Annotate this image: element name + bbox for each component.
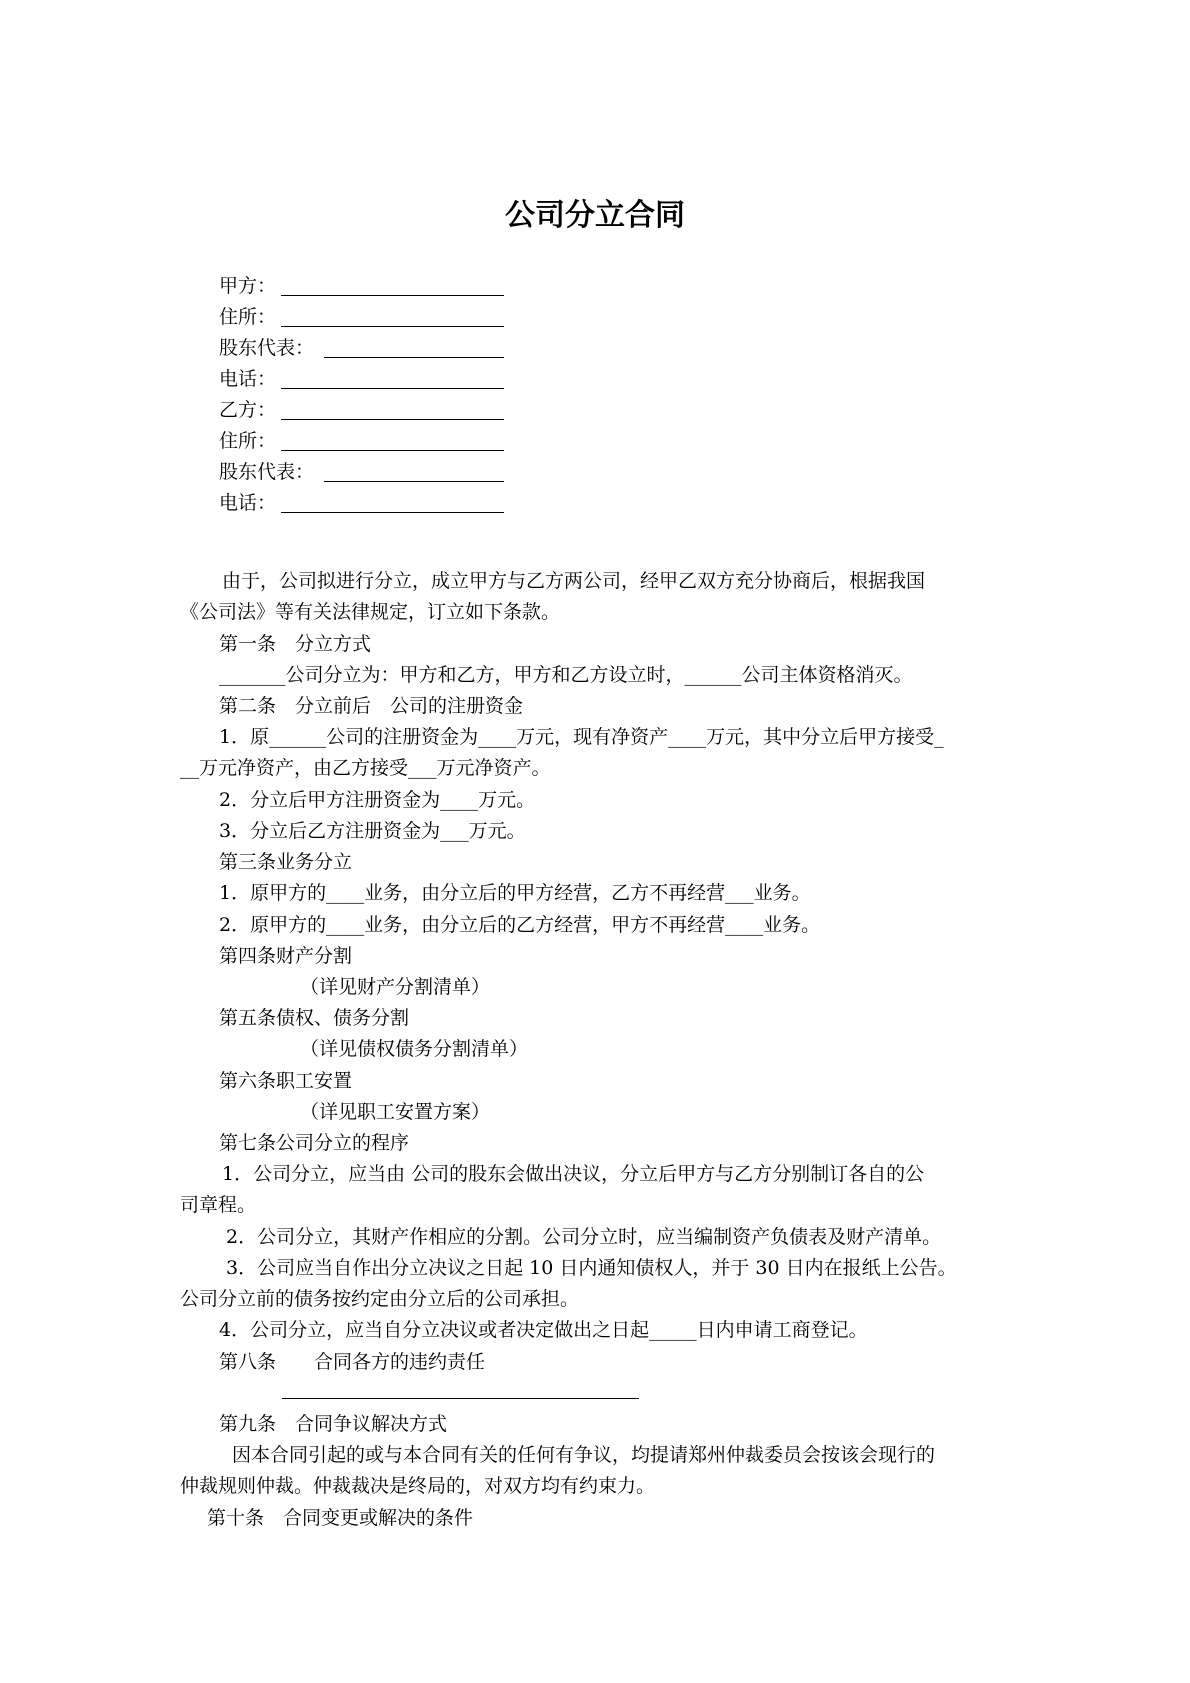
- article-7-item-3-line-1: 3．公司应当自作出分立决议之日起 10 日内通知债权人，并于 30 日内在报纸上公告。: [226, 1257, 957, 1279]
- article-7-item-1-line-2: 司章程。: [180, 1194, 257, 1216]
- article-7-heading: 第七条公司分立的程序: [219, 1132, 410, 1154]
- article-1-heading: 第一条 分立方式: [219, 633, 372, 655]
- article-9-heading: 第九条 合同争议解决方式: [219, 1413, 448, 1435]
- article-2-item-3: 3．分立后乙方注册资金为___万元。: [219, 820, 526, 842]
- article-10-heading: 第十条 合同变更或解决的条件: [207, 1507, 474, 1529]
- article-4-heading: 第四条财产分割: [219, 945, 353, 967]
- party-b-address-blank: [281, 450, 504, 451]
- party-a-address-blank: [281, 326, 504, 327]
- party-b-blank: [281, 419, 504, 420]
- article-8-blank: [282, 1398, 639, 1399]
- article-9-text-line-1: 因本合同引起的或与本合同有关的任何有争议，均提请郑州仲裁委员会按该会现行的: [232, 1444, 936, 1466]
- article-3-item-1: 1．原甲方的____业务，由分立后的甲方经营，乙方不再经营___业务。: [219, 882, 811, 904]
- article-3-item-2: 2．原甲方的____业务，由分立后的乙方经营，甲方不再经营____业务。: [219, 914, 821, 936]
- article-3-heading: 第三条业务分立: [219, 851, 353, 873]
- article-6-note: （详见职工安置方案）: [300, 1101, 491, 1123]
- party-a-rep-blank: [324, 357, 504, 358]
- preamble-line-2: 《公司法》等有关法律规定，订立如下条款。: [180, 601, 561, 623]
- party-a-blank: [281, 295, 504, 296]
- article-7-item-4: 4．公司分立，应当自分立决议或者决定做出之日起_____日内申请工商登记。: [219, 1319, 868, 1341]
- article-7-item-3-line-2: 公司分立前的债务按约定由分立后的公司承担。: [180, 1288, 580, 1310]
- party-b-rep-label: 股东代表：: [219, 461, 315, 483]
- article-6-heading: 第六条职工安置: [219, 1070, 353, 1092]
- article-5-heading: 第五条债权、债务分割: [219, 1007, 410, 1029]
- article-8-heading: 第八条 合同各方的违约责任: [219, 1351, 486, 1373]
- party-b-phone-blank: [281, 512, 504, 513]
- article-7-item-2: 2．公司分立，其财产作相应的分割。公司分立时，应当编制资产负债表及财产清单。: [226, 1226, 942, 1248]
- party-b-label: 乙方：: [219, 399, 277, 421]
- article-4-note: （详见财产分割清单）: [300, 976, 491, 998]
- party-b-rep-blank: [324, 481, 504, 482]
- article-2-item-1-line-1: 1．原______公司的注册资金为____万元，现有净资产____万元，其中分立后甲方接受_: [219, 726, 944, 748]
- party-b-address-label: 住所：: [219, 430, 277, 452]
- party-a-rep-label: 股东代表：: [219, 337, 315, 359]
- party-a-phone-label: 电话：: [219, 368, 277, 390]
- article-1-text: _______公司分立为：甲方和乙方，甲方和乙方设立时，______公司主体资格消灭。: [219, 664, 913, 686]
- party-a-address-label: 住所：: [219, 306, 277, 328]
- document-title: 公司分立合同: [505, 198, 685, 233]
- article-2-item-2: 2．分立后甲方注册资金为____万元。: [219, 789, 536, 811]
- party-b-phone-label: 电话：: [219, 492, 277, 514]
- article-2-item-1-line-2: __万元净资产，由乙方接受___万元净资产。: [180, 757, 551, 779]
- article-2-heading: 第二条 分立前后 公司的注册资金: [219, 695, 524, 717]
- party-a-label: 甲方：: [219, 275, 277, 297]
- preamble-line-1: 由于，公司拟进行分立，成立甲方与乙方两公司，经甲乙双方充分协商后，根据我国: [222, 570, 926, 592]
- article-7-item-1-line-1: 1．公司分立，应当由 公司的股东会做出决议，分立后甲方与乙方分别制订各自的公: [222, 1163, 925, 1185]
- article-5-note: （详见债权债务分割清单）: [300, 1038, 529, 1060]
- party-a-phone-blank: [281, 388, 504, 389]
- article-9-text-line-2: 仲裁规则仲裁。仲裁裁决是终局的，对双方均有约束力。: [180, 1475, 656, 1497]
